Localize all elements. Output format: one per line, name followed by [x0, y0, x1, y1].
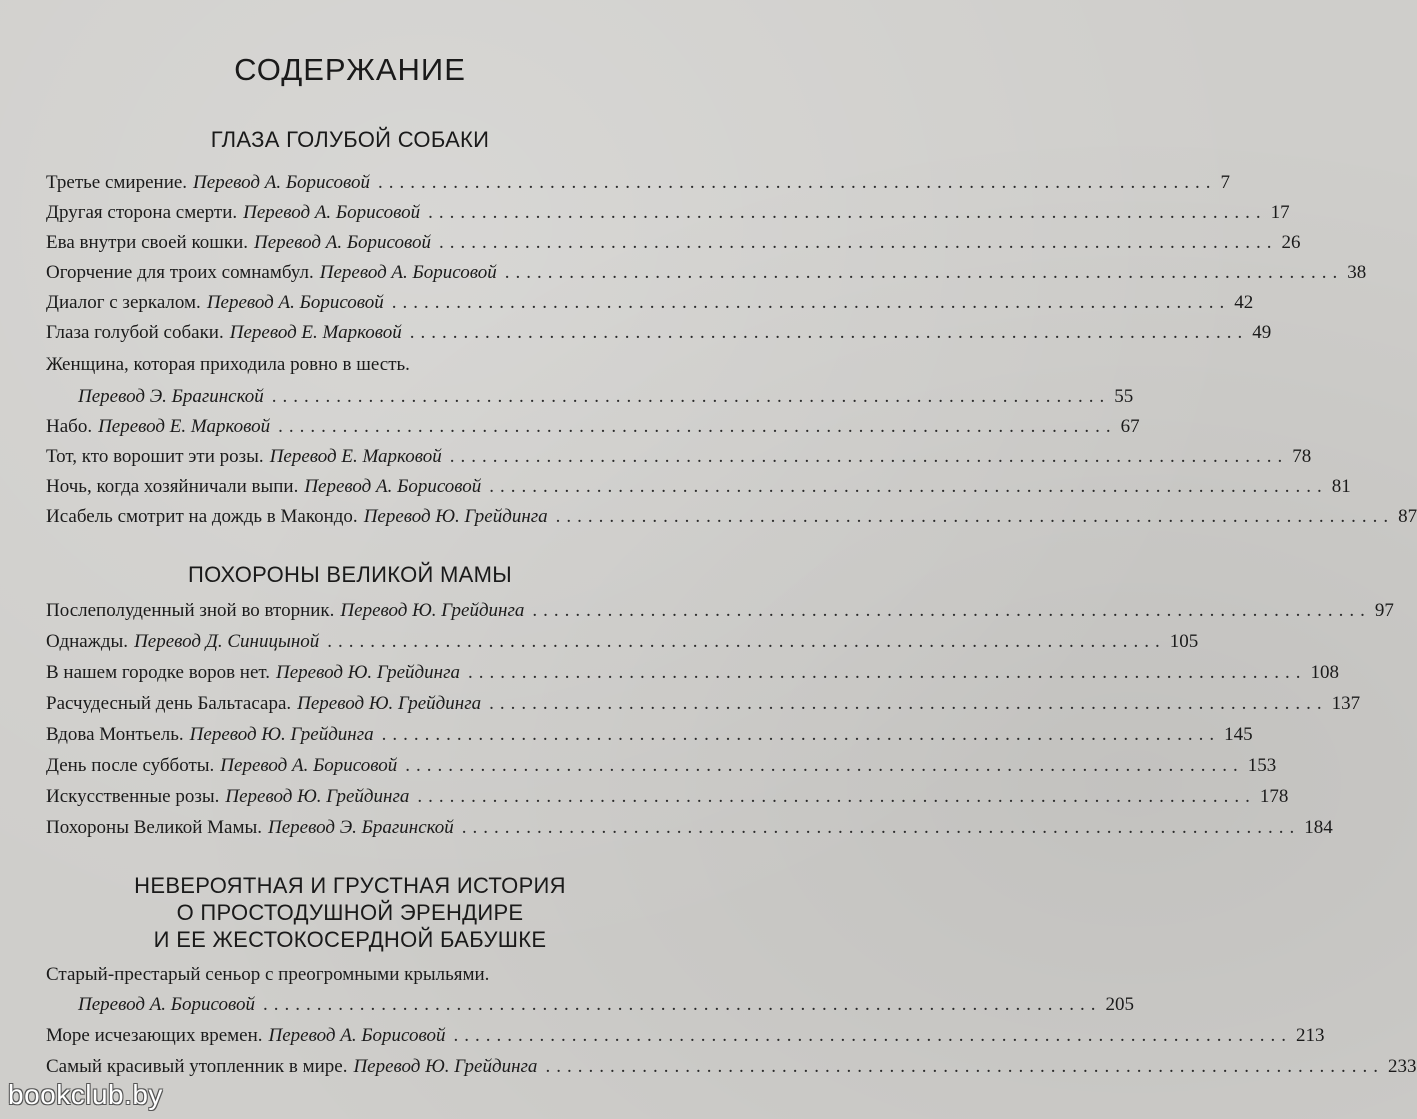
toc-entry: [46, 813, 1333, 843]
toc-entry: [46, 258, 1367, 288]
dot-leader: ..............................................................................: [391, 292, 1231, 313]
entry-title: Огорчение для троих сомнамбул.: [46, 262, 314, 283]
entry-page-number: 137: [1331, 693, 1361, 714]
entry-page-number: 97: [1374, 600, 1394, 621]
entry-page-number: 78: [1292, 446, 1312, 467]
dot-leader: ..............................................................................: [468, 662, 1307, 683]
entry-title: Море исчезающих времен.: [46, 1025, 263, 1046]
entry-page-number: 49: [1252, 322, 1272, 343]
dot-leader: ..............................................................................: [449, 446, 1289, 467]
section-heading-line: И ЕЕ ЖЕСТОКОСЕРДНОЙ БАБУШКЕ: [153, 927, 547, 952]
dot-leader: ..............................................................................: [381, 724, 1221, 745]
toc-entry: [46, 288, 1254, 318]
section-heading-line: О ПРОСТОДУШНОЙ ЭРЕНДИРЕ: [176, 900, 524, 925]
entry-translator: Перевод А. Борисовой: [268, 1025, 446, 1046]
entry-translator: Перевод А. Борисовой: [304, 476, 482, 497]
entry-translator: Перевод А. Борисовой: [78, 994, 255, 1015]
entry-page-number: 67: [1120, 416, 1140, 437]
entry-title: В нашем городке воров нет.: [46, 662, 271, 683]
entry-page-number: 184: [1304, 817, 1333, 838]
entry-translator: Перевод А. Борисовой: [319, 262, 497, 283]
entry-translator: Перевод Ю. Грейдинга: [276, 662, 461, 683]
dot-leader: ..............................................................................: [504, 262, 1344, 283]
entry-title: Самый красивый утопленник в мире.: [46, 1056, 348, 1077]
entry-translator: Перевод Ю. Грейдинга: [340, 600, 525, 621]
entry-page-number: 205: [1105, 994, 1134, 1015]
dot-leader: ..............................................................................: [461, 817, 1301, 838]
dot-leader: ..............................................................................: [555, 506, 1395, 527]
entry-page-number: 42: [1234, 292, 1254, 313]
entry-page-number: 81: [1331, 476, 1351, 497]
toc-entry: [46, 442, 1312, 472]
toc-entry: [46, 472, 1351, 502]
entry-page-number: 153: [1247, 755, 1277, 776]
entry-page-number: 108: [1310, 662, 1340, 683]
entry-page-number: 26: [1281, 232, 1301, 253]
entry-translator: Перевод Ю. Грейдинга: [225, 786, 410, 807]
entry-translator: Перевод Э. Брагинской: [78, 386, 264, 407]
dot-leader: ..............................................................................: [489, 476, 1328, 497]
toc-entry: [46, 596, 1394, 626]
toc-entry: [46, 720, 1253, 750]
dot-leader: ..............................................................................: [453, 1025, 1292, 1046]
entry-page-number: 7: [1220, 172, 1231, 193]
entry-title: Третье смирение.: [46, 172, 188, 193]
page-title: СОДЕРЖАНИЕ: [234, 52, 466, 87]
entry-translator: Перевод Д. Синицыной: [134, 631, 320, 652]
toc-entry: [46, 228, 1301, 258]
entry-title: День после субботы.: [46, 755, 215, 776]
dot-leader: ..............................................................................: [489, 693, 1328, 714]
toc-entry: [46, 782, 1289, 812]
entry-translator: Перевод А. Борисовой: [243, 202, 421, 223]
dot-leader: ..............................................................................: [378, 172, 1217, 193]
toc-entry: [46, 751, 1277, 781]
entry-title: Искусственные розы.: [46, 786, 220, 807]
entry-translator: Перевод Ю. Грейдинга: [353, 1056, 538, 1077]
entry-page-number: 145: [1224, 724, 1253, 745]
toc-entry: [46, 689, 1361, 719]
toc-entry-continuation: [78, 990, 1134, 1020]
entry-title: Вдова Монтьель.: [46, 724, 184, 745]
toc-entry-continuation: [78, 382, 1134, 412]
toc-entry: [46, 1021, 1325, 1051]
entry-page-number: 87: [1398, 506, 1417, 527]
entry-page-number: 55: [1114, 386, 1134, 407]
entry-translator: Перевод Е. Марковой: [98, 416, 271, 437]
entry-title: Диалог с зеркалом.: [46, 292, 201, 313]
dot-leader: ..............................................................................: [438, 232, 1278, 253]
dot-leader: ..............................................................................: [405, 755, 1244, 776]
entry-page-number: 233: [1387, 1056, 1417, 1077]
entry-translator: Перевод А. Борисовой: [193, 172, 371, 193]
entry-title: Похороны Великой Мамы.: [46, 817, 263, 838]
dot-leader: ..............................................................................: [428, 202, 1267, 223]
toc-entry: [46, 350, 670, 380]
section-heading-line: ПОХОРОНЫ ВЕЛИКОЙ МАМЫ: [187, 562, 513, 587]
toc-entry: [46, 168, 1231, 198]
dot-leader: ..............................................................................: [327, 631, 1166, 652]
entry-page-number: 213: [1295, 1025, 1325, 1046]
entry-title: Послеполуденный зной во вторник.: [46, 600, 335, 621]
dot-leader: ..............................................................................: [545, 1056, 1384, 1077]
section-heading-2: [0, 561, 700, 588]
entry-title: Расчудесный день Бальтасара.: [46, 693, 292, 714]
entry-translator: Перевод Ю. Грейдинга: [363, 506, 548, 527]
toc-entry: [46, 502, 1417, 532]
toc-entry: [46, 960, 670, 990]
watermark: bookclub.by: [8, 1079, 163, 1110]
dot-leader: ..............................................................................: [262, 994, 1102, 1015]
entry-title: Глаза голубой собаки.: [46, 322, 224, 343]
toc-entry: [46, 1052, 1417, 1082]
entry-title: Ночь, когда хозяйничали выпи.: [46, 476, 299, 497]
toc-entry: [46, 658, 1340, 688]
dot-leader: ..............................................................................: [417, 786, 1256, 807]
entry-title: Ева внутри своей кошки.: [46, 232, 249, 253]
entry-translator: Перевод Е. Марковой: [229, 322, 402, 343]
entry-translator: Перевод А. Борисовой: [220, 755, 398, 776]
entry-translator: Перевод Е. Марковой: [269, 446, 442, 467]
entry-title: Набо.: [46, 416, 93, 437]
toc-entry: [46, 318, 1272, 348]
section-heading-3: [0, 872, 700, 953]
entry-translator: Перевод Ю. Грейдинга: [297, 693, 482, 714]
entry-translator: Перевод Э. Брагинской: [268, 817, 454, 838]
dot-leader: ..............................................................................: [409, 322, 1249, 343]
entry-title: Тот, кто ворошит эти розы.: [46, 446, 264, 467]
entry-page-number: 178: [1259, 786, 1289, 807]
entry-page-number: 105: [1169, 631, 1199, 652]
toc-entry: [46, 627, 1199, 657]
dot-leader: ..............................................................................: [532, 600, 1371, 621]
section-heading-1: [0, 126, 700, 153]
section-heading-line: ГЛАЗА ГОЛУБОЙ СОБАКИ: [210, 127, 490, 152]
dot-leader: ..............................................................................: [271, 386, 1111, 407]
entry-page-number: 38: [1347, 262, 1367, 283]
entry-translator: Перевод А. Борисовой: [254, 232, 431, 253]
entry-title: Другая сторона смерти.: [46, 202, 238, 223]
entry-page-number: 17: [1270, 202, 1290, 223]
section-heading-line: НЕВЕРОЯТНАЯ И ГРУСТНАЯ ИСТОРИЯ: [134, 873, 566, 898]
entry-translator: Перевод Ю. Грейдинга: [189, 724, 374, 745]
toc-entry: [46, 198, 1290, 228]
toc-entry: [46, 412, 1140, 442]
entry-translator: Перевод А. Борисовой: [206, 292, 384, 313]
entry-title: Старый-престарый сеньор с преогромными крыльями.: [46, 964, 490, 985]
entry-title: Женщина, которая приходила ровно в шесть.: [46, 354, 410, 375]
dot-leader: ..............................................................................: [278, 416, 1117, 437]
entry-title: Однажды.: [46, 631, 129, 652]
entry-title: Исабель смотрит на дождь в Макондо.: [46, 506, 358, 527]
